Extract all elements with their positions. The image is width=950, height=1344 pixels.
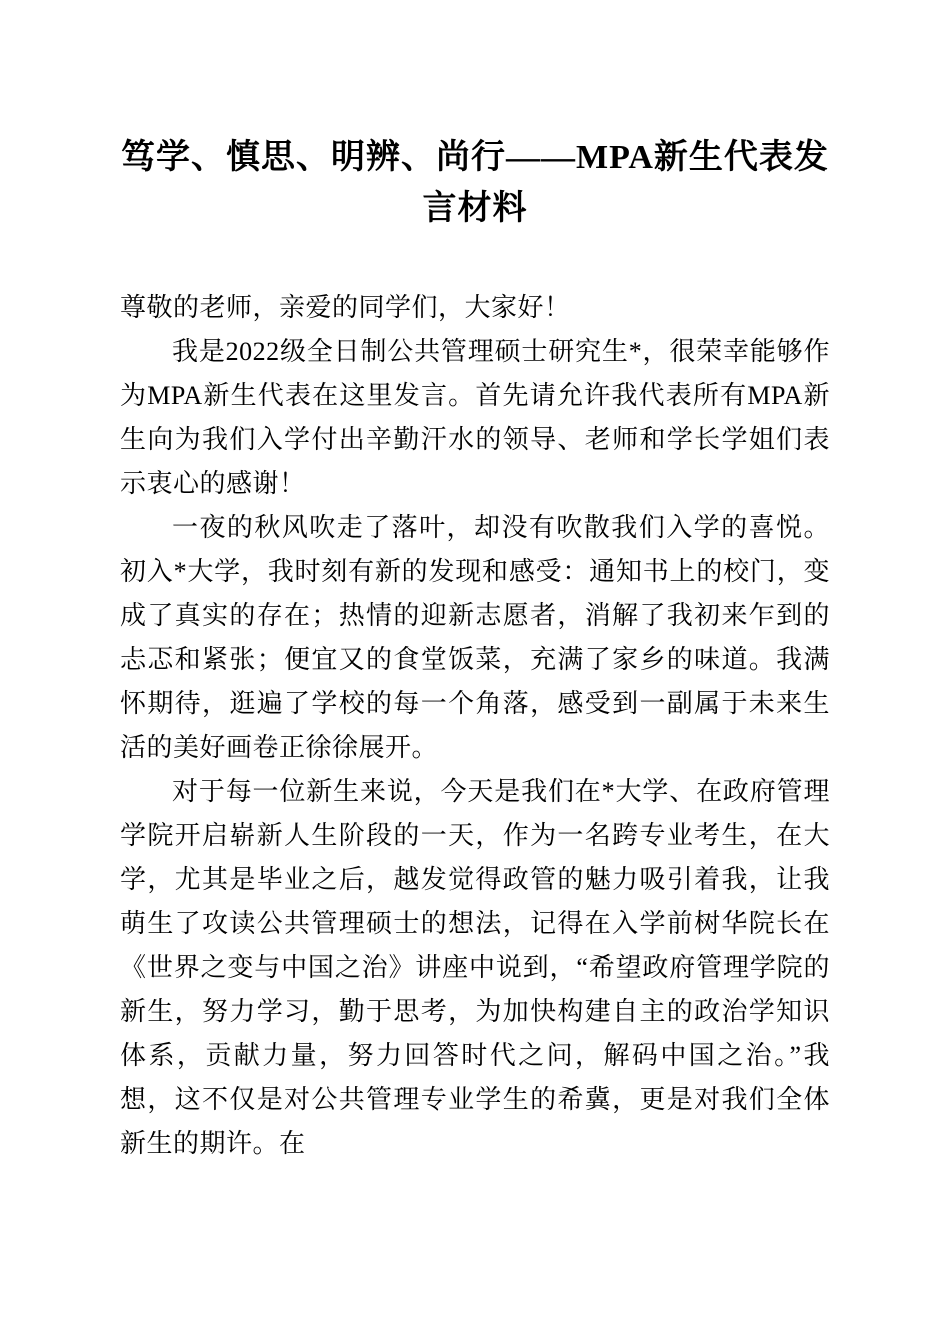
greeting-paragraph: 尊敬的老师，亲爱的同学们，大家好！ xyxy=(120,293,571,322)
body-paragraph: 我是2022级全日制公共管理硕士研究生*，很荣幸能够作为MPA新生代表在这里发言。首先请允许我代表所有MPA新生向为我们入学付出辛勤汗水的领导、老师和学长学姐们表示衷心的感谢！ xyxy=(120,337,830,498)
document-body xyxy=(120,330,830,1166)
body-paragraph: 对于每一位新生来说，今天是我们在*大学、在政府管理学院开启崭新人生阶段的一天，作为一名跨专业考生，在大学，尤其是毕业之后，越发觉得政管的魅力吸引着我，让我萌生了攻读公共管理硕士的想法，记得在入学前树华院长在《世界之变与中国之治》讲座中说到，“希望政府管理学院的新生，努力学习，勤于思考，为加快构建自主的政治学知识体系，贡献力量，努力回答时代之问，解码中国之治。”我想，这不仅是对公共管理专业学生的希冀，更是对我们全体新生的期许。在 xyxy=(120,777,830,1158)
document-title: 笃学、慎思、明辨、尚行——MPA新生代表发言材料 xyxy=(121,139,829,227)
body-paragraph: 一夜的秋风吹走了落叶，却没有吹散我们入学的喜悦。初入*大学，我时刻有新的发现和感受：通知书上的校门，变成了真实的存在；热情的迎新志愿者，消解了我初来乍到的忐忑和紧张；便宜又的食堂饭菜，充满了家乡的味道。我满怀期待，逛遍了学校的每一个角落，感受到一副属于未来生活的美好画卷正徐徐展开。 xyxy=(120,513,830,762)
